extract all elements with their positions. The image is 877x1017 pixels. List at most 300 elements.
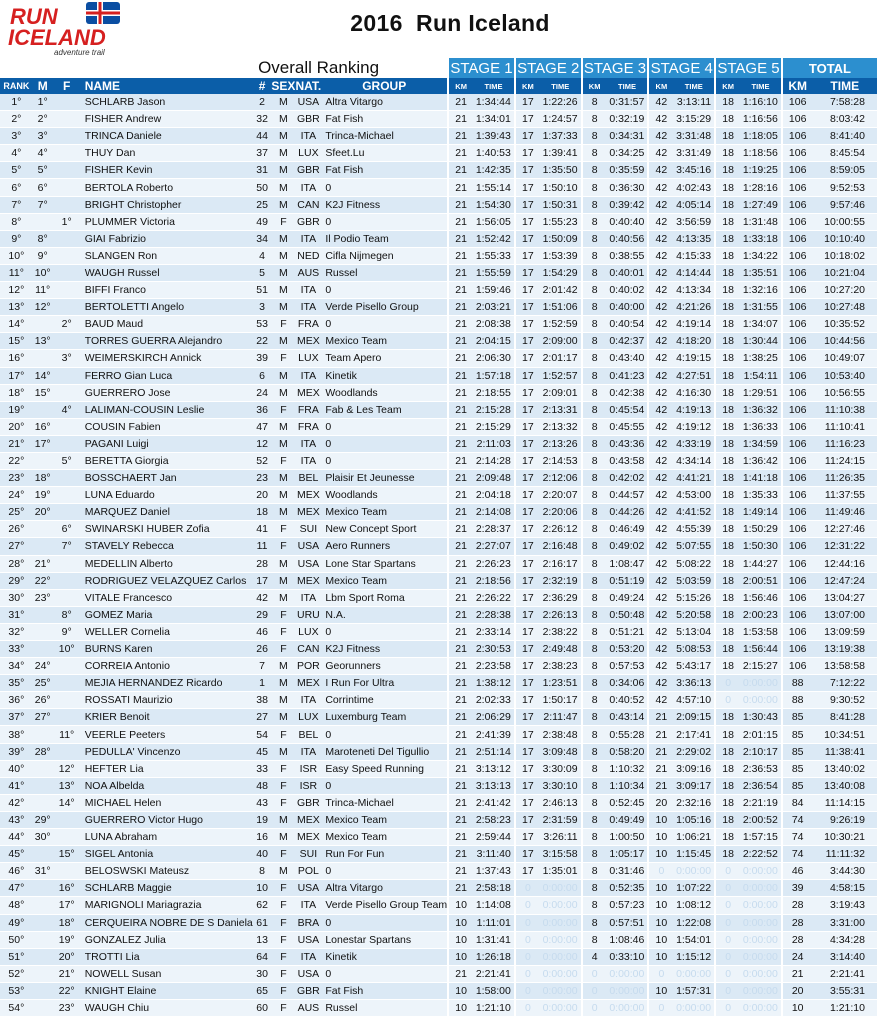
stage-1-km-cell: 21 [448,521,473,538]
female-rank-cell [53,863,81,880]
female-rank-cell [53,162,81,179]
stage-1-time-cell: 1:42:35 [473,162,515,179]
total-time-cell: 11:16:23 [813,435,877,452]
stage-3-km-cell: 8 [582,213,607,230]
table-row [0,914,877,931]
nation-cell: ITA [295,743,321,760]
stage-4-time-cell: 4:05:14 [673,196,715,213]
stage-3-km-cell: 8 [582,247,607,264]
stage-3-time-cell: 1:05:17 [607,846,649,863]
total-time-cell: 10:53:40 [813,367,877,384]
stage-2-time-cell: 2:13:32 [540,418,582,435]
total-time-cell: 12:47:24 [813,572,877,589]
total-time-cell: 8:59:05 [813,162,877,179]
stage-2-time-cell: 2:13:31 [540,401,582,418]
male-rank-cell: 11° [33,282,53,299]
stage-2-time-cell: 2:20:07 [540,487,582,504]
table-row [0,247,877,264]
stage-5-time-cell: 1:41:18 [740,470,782,487]
col-f: F [53,78,81,94]
bib-cell: 18 [253,504,272,521]
stage-2-time-cell: 1:52:59 [540,316,582,333]
stage-5-time-cell: 1:54:11 [740,367,782,384]
stage-5-km-cell: 0 [715,863,740,880]
rank-cell: 12° [0,282,33,299]
stage-4-time-cell: 4:57:10 [673,692,715,709]
stage-2-km-cell: 17 [515,213,540,230]
logo-tagline: adventure trail [54,48,105,57]
stage-2-time-cell: 1:52:57 [540,367,582,384]
table-row [0,213,877,230]
bib-cell: 28 [253,555,272,572]
stage-1-time-cell: 1:52:42 [473,230,515,247]
stage-1-km-cell: 21 [448,846,473,863]
bib-cell: 44 [253,128,272,145]
rank-cell: 23° [0,470,33,487]
sex-cell: M [271,128,295,145]
nation-cell: URU [295,606,321,623]
female-rank-cell [53,829,81,846]
rank-cell: 38° [0,726,33,743]
group-cell: Mexico Team [321,333,448,350]
female-rank-cell [53,572,81,589]
bib-cell: 47 [253,418,272,435]
name-cell: TORRES GUERRA Alejandro [81,333,253,350]
group-cell: 0 [321,914,448,931]
stage-5-km-cell: 18 [715,760,740,777]
stage-3-km-cell: 8 [582,538,607,555]
stage-2-time-cell: 2:09:01 [540,384,582,401]
total-km-cell: 106 [782,504,813,521]
sex-cell: F [271,606,295,623]
stage-3-km-cell: 8 [582,880,607,897]
total-time-cell: 8:41:28 [813,709,877,726]
stage-2-time-cell: 2:12:06 [540,470,582,487]
rank-cell: 21° [0,435,33,452]
table-row [0,470,877,487]
stage-1-time-cell: 1:57:18 [473,367,515,384]
stage-3-km-cell: 0 [582,999,607,1016]
total-time-cell: 8:41:40 [813,128,877,145]
female-rank-cell [53,247,81,264]
stage-4-time-cell: 5:08:53 [673,641,715,658]
stage-4-time-cell: 2:29:02 [673,743,715,760]
stage-5-km-cell: 18 [715,829,740,846]
stage-5-km-cell: 18 [715,247,740,264]
stage-3-time-cell: 0:39:42 [607,196,649,213]
sex-cell: F [271,641,295,658]
stage-4-km-cell: 21 [648,726,673,743]
male-rank-cell: 30° [33,829,53,846]
stage-1-km-cell: 21 [448,179,473,196]
stage-4-km-cell: 10 [648,982,673,999]
stage-1-time-cell: 2:11:03 [473,435,515,452]
nation-cell: MEX [295,572,321,589]
stage-1-km-cell: 21 [448,589,473,606]
table-row [0,452,877,469]
group-cell: Sfeet.Lu [321,145,448,162]
stage-2-time-cell: 0:00:00 [540,982,582,999]
group-cell: Russel [321,999,448,1016]
stage-3-km-cell: 8 [582,641,607,658]
female-rank-cell [53,487,81,504]
table-row [0,230,877,247]
group-cell: Lone Star Spartans [321,555,448,572]
nation-cell: GBR [295,111,321,128]
total-time-cell: 10:34:51 [813,726,877,743]
stage-4-km-cell: 42 [648,247,673,264]
total-km-cell: 106 [782,282,813,299]
female-rank-cell [53,709,81,726]
rank-cell: 15° [0,333,33,350]
stage-4-km-cell: 42 [648,623,673,640]
name-cell: WAUGH Russel [81,264,253,281]
stage-1-time-cell: 2:58:18 [473,880,515,897]
stage-1-time-cell: 3:11:40 [473,846,515,863]
name-cell: TRINCA Daniele [81,128,253,145]
stage-1-time-cell: 1:38:12 [473,675,515,692]
bib-cell: 22 [253,333,272,350]
rank-cell: 2° [0,111,33,128]
table-row [0,196,877,213]
stage-4-time-cell: 1:57:31 [673,982,715,999]
bib-cell: 3 [253,299,272,316]
total-km-cell: 106 [782,213,813,230]
total-time-cell: 9:26:19 [813,811,877,828]
stage-3-time-cell: 0:32:19 [607,111,649,128]
stage-5-time-cell: 1:31:48 [740,213,782,230]
stage-2-km-cell: 17 [515,452,540,469]
stage-2-km-cell: 17 [515,675,540,692]
stage-2-time-cell: 3:30:10 [540,777,582,794]
stage-5-km-cell: 0 [715,931,740,948]
table-row [0,897,877,914]
rank-cell: 29° [0,572,33,589]
sex-cell: F [271,316,295,333]
stage-1-km-cell: 10 [448,897,473,914]
bib-cell: 38 [253,692,272,709]
col-s1-km: KM [448,78,473,94]
rank-cell: 5° [0,162,33,179]
stage-5-km-cell: 18 [715,162,740,179]
stage-1-header: STAGE 1 [448,58,515,78]
name-cell: MICHAEL Helen [81,794,253,811]
stage-3-time-cell: 1:08:46 [607,931,649,948]
bib-cell: 64 [253,948,272,965]
stage-3-km-cell: 8 [582,487,607,504]
stage-4-km-cell: 10 [648,846,673,863]
stage-5-time-cell: 2:00:23 [740,606,782,623]
stage-2-time-cell: 2:01:42 [540,282,582,299]
stage-1-time-cell: 2:15:28 [473,401,515,418]
stage-4-km-cell: 21 [648,709,673,726]
stage-4-time-cell: 4:19:12 [673,418,715,435]
total-time-cell: 10:49:07 [813,350,877,367]
sex-cell: M [271,282,295,299]
stage-4-km-cell: 21 [648,743,673,760]
stage-3-km-cell: 4 [582,948,607,965]
stage-3-time-cell: 1:00:50 [607,829,649,846]
male-rank-cell [33,914,53,931]
total-time-cell: 13:40:08 [813,777,877,794]
stage-1-time-cell: 2:18:55 [473,384,515,401]
stage-1-time-cell: 1:40:53 [473,145,515,162]
stage-1-km-cell: 21 [448,230,473,247]
group-cell: 0 [321,965,448,982]
nation-cell: MEX [295,487,321,504]
stage-4-km-cell: 42 [648,521,673,538]
name-cell: VEERLE Peeters [81,726,253,743]
stage-3-time-cell: 0:34:06 [607,675,649,692]
bib-cell: 49 [253,213,272,230]
nation-cell: ITA [295,179,321,196]
col-s1-time: TIME [473,78,515,94]
name-cell: GONZALEZ Julia [81,931,253,948]
stage-2-km-cell: 17 [515,196,540,213]
stage-4-time-cell: 4:19:14 [673,316,715,333]
total-time-cell: 3:31:00 [813,914,877,931]
col-s3-km: KM [582,78,607,94]
total-time-cell: 11:11:32 [813,846,877,863]
stage-4-km-cell: 0 [648,863,673,880]
nation-cell: POL [295,863,321,880]
female-rank-cell: 8° [53,606,81,623]
stage-3-km-cell: 8 [582,572,607,589]
rank-cell: 40° [0,760,33,777]
bib-cell: 25 [253,196,272,213]
bib-cell: 40 [253,846,272,863]
stage-4-time-cell: 4:14:44 [673,264,715,281]
sex-cell: M [271,555,295,572]
female-rank-cell: 4° [53,401,81,418]
name-cell: RODRIGUEZ VELAZQUEZ Carlos [81,572,253,589]
sex-cell: F [271,880,295,897]
stage-1-time-cell: 1:59:46 [473,282,515,299]
col-s4-time: TIME [673,78,715,94]
stage-3-km-cell: 8 [582,111,607,128]
stage-5-km-cell: 18 [715,401,740,418]
stage-3-time-cell: 0:43:14 [607,709,649,726]
stage-2-time-cell: 0:00:00 [540,880,582,897]
stage-2-km-cell: 17 [515,470,540,487]
rank-cell: 53° [0,982,33,999]
total-km-cell: 106 [782,487,813,504]
stage-5-time-cell: 1:53:58 [740,623,782,640]
col-nat: NAT. [295,78,321,94]
col-s4-km: KM [648,78,673,94]
stage-4-time-cell: 4:13:34 [673,282,715,299]
bib-cell: 39 [253,350,272,367]
stage-3-time-cell: 0:49:49 [607,811,649,828]
sex-cell: M [271,589,295,606]
bib-cell: 62 [253,897,272,914]
name-cell: FERRO Gian Luca [81,367,253,384]
stage-4-time-cell: 4:55:39 [673,521,715,538]
rank-cell: 18° [0,384,33,401]
stage-4-time-cell: 4:41:21 [673,470,715,487]
stage-3-time-cell: 0:51:21 [607,623,649,640]
stage-1-km-cell: 21 [448,487,473,504]
stage-1-km-cell: 21 [448,606,473,623]
stage-5-time-cell: 1:30:43 [740,709,782,726]
stage-3-time-cell: 1:10:32 [607,760,649,777]
stage-5-km-cell: 18 [715,658,740,675]
table-row [0,282,877,299]
group-cell: Aero Runners [321,538,448,555]
stage-5-km-cell: 18 [715,623,740,640]
group-cell: Cifla Nijmegen [321,247,448,264]
stage-5-km-cell: 18 [715,487,740,504]
col-num: # [253,78,272,94]
stage-1-km-cell: 21 [448,299,473,316]
rank-cell: 42° [0,794,33,811]
stage-3-time-cell: 0:00:00 [607,982,649,999]
bib-cell: 53 [253,316,272,333]
stage-1-km-cell: 21 [448,811,473,828]
nation-cell: USA [295,555,321,572]
group-cell: Lbm Sport Roma [321,589,448,606]
stage-1-km-cell: 21 [448,777,473,794]
stage-4-km-cell: 42 [648,111,673,128]
total-time-cell: 10:18:02 [813,247,877,264]
female-rank-cell [53,196,81,213]
nation-cell: ITA [295,897,321,914]
stage-3-time-cell: 0:33:10 [607,948,649,965]
nation-cell: GBR [295,982,321,999]
stage-5-time-cell: 0:00:00 [740,863,782,880]
total-km-cell: 106 [782,196,813,213]
total-km-cell: 85 [782,760,813,777]
total-time-cell: 11:26:35 [813,470,877,487]
sex-cell: F [271,538,295,555]
total-km-cell: 106 [782,94,813,111]
group-cell: Corrintime [321,692,448,709]
stage-3-km-cell: 8 [582,350,607,367]
stage-4-km-cell: 42 [648,128,673,145]
stage-3-time-cell: 0:43:36 [607,435,649,452]
stage-3-time-cell: 0:40:54 [607,316,649,333]
total-km-cell: 24 [782,948,813,965]
stage-2-time-cell: 1:39:41 [540,145,582,162]
total-km-cell: 106 [782,264,813,281]
group-cell: Fat Fish [321,982,448,999]
stage-1-km-cell: 10 [448,982,473,999]
stage-2-km-cell: 0 [515,880,540,897]
stage-4-km-cell: 42 [648,179,673,196]
sex-cell: M [271,675,295,692]
stage-5-time-cell: 0:00:00 [740,948,782,965]
stage-3-km-cell: 8 [582,504,607,521]
stage-1-km-cell: 21 [448,350,473,367]
table-row [0,350,877,367]
stage-4-km-cell: 42 [648,196,673,213]
total-time-cell: 10:44:56 [813,333,877,350]
male-rank-cell: 23° [33,589,53,606]
bib-cell: 7 [253,658,272,675]
stage-2-km-cell: 17 [515,487,540,504]
stage-3-time-cell: 0:52:45 [607,794,649,811]
sex-cell: M [271,470,295,487]
nation-cell: NED [295,247,321,264]
stage-5-km-cell: 18 [715,264,740,281]
rank-cell: 49° [0,914,33,931]
stage-3-time-cell: 0:31:46 [607,863,649,880]
name-cell: NOWELL Susan [81,965,253,982]
name-cell: WAUGH Chiu [81,999,253,1016]
group-cell: 0 [321,213,448,230]
stage-5-km-cell: 18 [715,145,740,162]
table-row [0,555,877,572]
stage-1-time-cell: 2:27:07 [473,538,515,555]
stage-2-km-cell: 17 [515,811,540,828]
total-header: TOTAL [782,58,877,78]
table-row [0,675,877,692]
stage-2-time-cell: 0:00:00 [540,914,582,931]
stage-3-km-cell: 8 [582,658,607,675]
stage-2-km-cell: 17 [515,623,540,640]
stage-3-time-cell: 0:35:59 [607,162,649,179]
stage-2-km-cell: 17 [515,282,540,299]
stage-1-time-cell: 2:30:53 [473,641,515,658]
stage-4-time-cell: 4:16:30 [673,384,715,401]
bib-cell: 48 [253,777,272,794]
stage-5-time-cell: 2:00:52 [740,811,782,828]
group-cell: Mexico Team [321,811,448,828]
stage-1-time-cell: 1:34:44 [473,94,515,111]
stage-1-time-cell: 2:02:33 [473,692,515,709]
total-time-cell: 11:49:46 [813,504,877,521]
stage-5-time-cell: 1:28:16 [740,179,782,196]
stage-2-km-cell: 17 [515,162,540,179]
stage-2-km-cell: 17 [515,589,540,606]
name-cell: FISHER Kevin [81,162,253,179]
name-cell: VITALE Francesco [81,589,253,606]
stage-5-time-cell: 0:00:00 [740,914,782,931]
rank-cell: 27° [0,538,33,555]
stage-4-km-cell: 42 [648,470,673,487]
stage-3-km-cell: 8 [582,401,607,418]
stage-3-time-cell: 0:55:28 [607,726,649,743]
group-cell: Altra Vitargo [321,94,448,111]
stage-4-km-cell: 42 [648,282,673,299]
nation-cell: USA [295,880,321,897]
stage-5-km-cell: 18 [715,196,740,213]
stage-3-km-cell: 8 [582,743,607,760]
stage-2-km-cell: 17 [515,709,540,726]
total-time-cell: 13:04:27 [813,589,877,606]
stage-1-km-cell: 21 [448,863,473,880]
total-km-cell: 106 [782,111,813,128]
sex-cell: M [271,863,295,880]
stage-3-km-cell: 8 [582,367,607,384]
stage-5-time-cell: 0:00:00 [740,692,782,709]
sex-cell: F [271,914,295,931]
stage-1-time-cell: 1:58:00 [473,982,515,999]
stage-3-time-cell: 0:34:31 [607,128,649,145]
total-km-cell: 28 [782,914,813,931]
nation-cell: MEX [295,384,321,401]
stage-4-km-cell: 42 [648,264,673,281]
male-rank-cell: 4° [33,145,53,162]
stage-2-km-cell: 17 [515,111,540,128]
stage-4-time-cell: 0:00:00 [673,863,715,880]
name-cell: BIFFI Franco [81,282,253,299]
male-rank-cell [33,846,53,863]
stage-3-time-cell: 0:40:56 [607,230,649,247]
stage-1-km-cell: 21 [448,538,473,555]
stage-3-km-cell: 8 [582,846,607,863]
female-rank-cell [53,367,81,384]
